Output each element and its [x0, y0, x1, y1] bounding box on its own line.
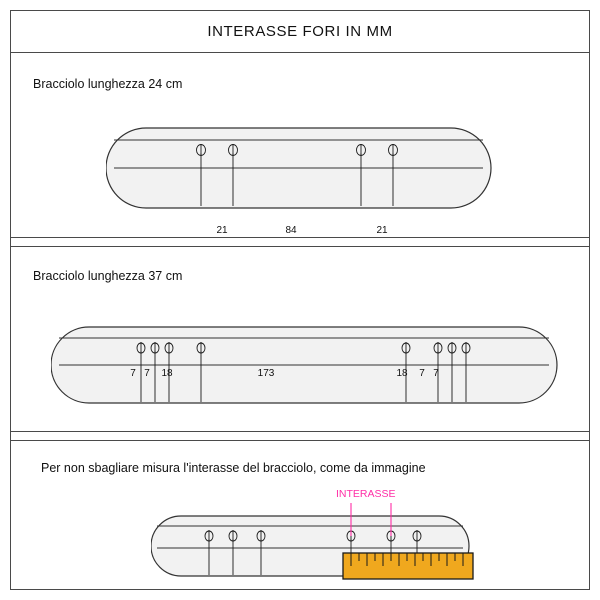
panel-divider-line-1: [11, 238, 589, 247]
arm-drawing-24cm: [106, 113, 496, 223]
panel-label-37cm: Bracciolo lunghezza 37 cm: [33, 269, 183, 283]
panel-arm-24cm: [11, 53, 589, 238]
dimension-label-173: 173: [257, 368, 275, 379]
page-title: INTERASSE FORI IN MM: [207, 23, 393, 40]
dimension-label-21-right: 21: [376, 225, 388, 236]
panel-label-24cm: Bracciolo lunghezza 24 cm: [33, 77, 183, 91]
dimension-label-84: 84: [285, 225, 297, 236]
panel-arm-37cm: [11, 247, 589, 432]
callout-label-interasse: INTERASSE: [336, 488, 396, 500]
dimension-label-7-c: 7: [419, 368, 425, 379]
dimension-label-7-d: 7: [433, 368, 439, 379]
dimension-label-7-a: 7: [130, 368, 136, 379]
diagram-frame: [10, 10, 590, 590]
dimension-label-21-left: 21: [216, 225, 228, 236]
title-bar: [11, 11, 589, 53]
panel-instruction: [11, 441, 589, 589]
arm-drawing-37cm: [51, 312, 561, 422]
panel-label-instruction: Per non sbagliare misura l'interasse del bracciolo, come da immagine: [41, 461, 426, 475]
dimension-label-7-b: 7: [144, 368, 150, 379]
panel-divider-line-2: [11, 432, 589, 441]
dimension-label-18-left: 18: [161, 368, 173, 379]
dimension-label-18-right: 18: [396, 368, 408, 379]
arm-drawing-ruler: [151, 503, 491, 591]
